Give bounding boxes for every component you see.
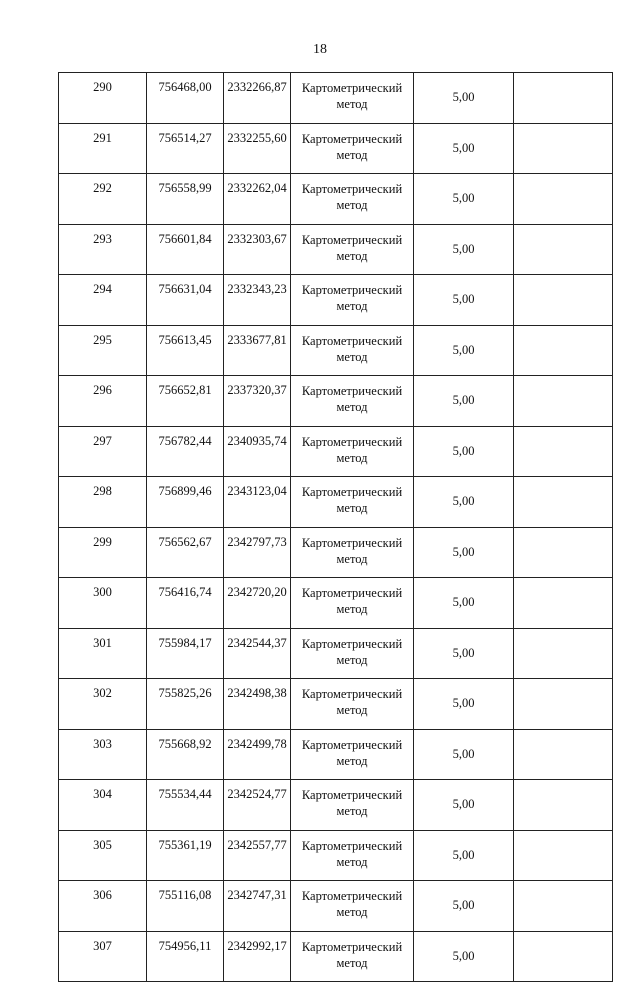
coordinate-y: 2332255,60 (224, 123, 291, 174)
coordinates-table (58, 72, 613, 982)
point-number: 301 (59, 628, 147, 679)
method-cell (291, 325, 414, 376)
accuracy-value: 5,00 (414, 325, 514, 376)
method-line1: Картометрический (301, 636, 403, 651)
coordinate-y: 2342557,77 (224, 830, 291, 881)
method-cell (291, 830, 414, 881)
point-number: 307 (59, 931, 147, 982)
coordinate-y: 2333677,81 (224, 325, 291, 376)
table-row (59, 881, 613, 932)
coordinate-x: 756631,04 (147, 275, 224, 326)
coordinate-y: 2342498,38 (224, 679, 291, 730)
coordinate-x: 756416,74 (147, 578, 224, 629)
coordinate-x: 756558,99 (147, 174, 224, 225)
method-cell (291, 426, 414, 477)
empty-cell (514, 578, 613, 629)
method-cell (291, 477, 414, 528)
method-line2: метод (336, 97, 368, 111)
table-row (59, 174, 613, 225)
coordinate-x: 755668,92 (147, 729, 224, 780)
empty-cell (514, 224, 613, 275)
method-line2: метод (336, 248, 368, 263)
table-row (59, 830, 613, 881)
accuracy-value: 5,00 (414, 830, 514, 881)
coordinate-y: 2337320,37 (224, 376, 291, 427)
accuracy-value: 5,00 (414, 527, 514, 578)
coordinate-y: 2332343,23 (224, 275, 291, 326)
method-line2: метод (336, 905, 368, 919)
coordinate-y: 2332262,04 (224, 174, 291, 225)
empty-cell (514, 477, 613, 528)
point-number: 300 (59, 578, 147, 629)
point-number: 303 (59, 729, 147, 780)
coordinate-y: 2342499,78 (224, 729, 291, 780)
method-cell (291, 174, 414, 225)
coordinate-y: 2340935,74 (224, 426, 291, 477)
accuracy-value: 5,00 (414, 780, 514, 831)
empty-cell (514, 527, 613, 578)
method-line1: Картометрический (301, 838, 403, 853)
point-number: 296 (59, 376, 147, 427)
point-number: 305 (59, 830, 147, 881)
accuracy-value: 5,00 (414, 578, 514, 629)
accuracy-value: 5,00 (414, 729, 514, 780)
coordinate-x: 756562,67 (147, 527, 224, 578)
coordinate-x: 756514,27 (147, 123, 224, 174)
coordinate-x: 756782,44 (147, 426, 224, 477)
method-line2: метод (336, 198, 368, 212)
coordinate-y: 2332266,87 (224, 73, 291, 124)
point-number: 298 (59, 477, 147, 528)
coordinate-x: 756613,45 (147, 325, 224, 376)
method-line2: метод (336, 147, 368, 162)
accuracy-value: 5,00 (414, 123, 514, 174)
point-number: 306 (59, 881, 147, 932)
method-line1: Картометрический (301, 939, 403, 954)
method-cell (291, 73, 414, 124)
method-cell (291, 123, 414, 174)
accuracy-value: 5,00 (414, 426, 514, 477)
method-line1: Картометрический (301, 535, 403, 550)
coordinate-x: 755361,19 (147, 830, 224, 881)
coordinate-x: 756468,00 (147, 73, 224, 124)
method-cell (291, 931, 414, 982)
coordinate-x: 755534,44 (147, 780, 224, 831)
coordinate-y: 2342797,73 (224, 527, 291, 578)
method-line1: Картометрический (301, 788, 403, 802)
point-number: 299 (59, 527, 147, 578)
method-line1: Картометрический (301, 333, 403, 348)
point-number: 295 (59, 325, 147, 376)
method-cell (291, 224, 414, 275)
method-line2: метод (336, 349, 368, 364)
coordinate-y: 2342992,17 (224, 931, 291, 982)
point-number: 297 (59, 426, 147, 477)
table-row (59, 275, 613, 326)
coordinate-y: 2342544,37 (224, 628, 291, 679)
point-number: 302 (59, 679, 147, 730)
method-cell (291, 578, 414, 629)
method-line2: метод (336, 703, 368, 717)
empty-cell (514, 729, 613, 780)
accuracy-value: 5,00 (414, 628, 514, 679)
method-line1: Картометрический (301, 586, 403, 600)
method-line1: Картометрический (301, 232, 403, 247)
table-row (59, 325, 613, 376)
table-row (59, 931, 613, 982)
method-line1: Картометрический (301, 283, 403, 297)
table-row (59, 780, 613, 831)
point-number: 294 (59, 275, 147, 326)
accuracy-value: 5,00 (414, 376, 514, 427)
table-row (59, 527, 613, 578)
method-cell (291, 376, 414, 427)
accuracy-value: 5,00 (414, 275, 514, 326)
point-number: 304 (59, 780, 147, 831)
accuracy-value: 5,00 (414, 174, 514, 225)
accuracy-value: 5,00 (414, 477, 514, 528)
method-cell (291, 881, 414, 932)
empty-cell (514, 679, 613, 730)
point-number: 291 (59, 123, 147, 174)
empty-cell (514, 830, 613, 881)
empty-cell (514, 123, 613, 174)
method-line1: Картометрический (301, 81, 403, 95)
table-row (59, 73, 613, 124)
point-number: 292 (59, 174, 147, 225)
method-line1: Картометрический (301, 384, 403, 398)
method-cell (291, 679, 414, 730)
accuracy-value: 5,00 (414, 224, 514, 275)
method-line2: метод (336, 955, 368, 970)
table-row (59, 477, 613, 528)
empty-cell (514, 931, 613, 982)
method-cell (291, 628, 414, 679)
method-cell (291, 527, 414, 578)
method-line2: метод (336, 854, 368, 869)
table-row (59, 578, 613, 629)
coordinates-table-body (59, 73, 613, 982)
table-row (59, 123, 613, 174)
method-line1: Картометрический (301, 485, 403, 499)
page-number: 18 (313, 42, 327, 57)
table-row (59, 224, 613, 275)
method-line2: метод (336, 501, 368, 515)
method-line1: Картометрический (301, 182, 403, 196)
empty-cell (514, 780, 613, 831)
method-line1: Картометрический (301, 434, 403, 449)
method-line1: Картометрический (301, 889, 403, 903)
coordinate-x: 756601,84 (147, 224, 224, 275)
coordinate-y: 2342720,20 (224, 578, 291, 629)
coordinate-x: 755116,08 (147, 881, 224, 932)
method-line2: метод (336, 450, 368, 465)
method-line1: Картометрический (301, 687, 403, 701)
empty-cell (514, 376, 613, 427)
method-line2: метод (336, 400, 368, 414)
empty-cell (514, 73, 613, 124)
method-cell (291, 275, 414, 326)
coordinate-y: 2343123,04 (224, 477, 291, 528)
coordinate-y: 2342747,31 (224, 881, 291, 932)
method-line2: метод (336, 602, 368, 616)
coordinate-x: 755984,17 (147, 628, 224, 679)
method-line2: метод (336, 804, 368, 818)
point-number: 293 (59, 224, 147, 275)
coordinate-y: 2332303,67 (224, 224, 291, 275)
method-cell (291, 780, 414, 831)
method-line1: Картометрический (301, 737, 403, 752)
method-line2: метод (336, 551, 368, 566)
method-cell (291, 729, 414, 780)
method-line2: метод (336, 652, 368, 667)
empty-cell (514, 881, 613, 932)
coordinate-x: 756899,46 (147, 477, 224, 528)
coordinate-x: 756652,81 (147, 376, 224, 427)
empty-cell (514, 325, 613, 376)
method-line1: Картометрический (301, 131, 403, 146)
table-row (59, 426, 613, 477)
accuracy-value: 5,00 (414, 679, 514, 730)
empty-cell (514, 628, 613, 679)
table-row (59, 376, 613, 427)
accuracy-value: 5,00 (414, 73, 514, 124)
empty-cell (514, 426, 613, 477)
table-row (59, 628, 613, 679)
coordinate-x: 755825,26 (147, 679, 224, 730)
table-row (59, 679, 613, 730)
coordinate-x: 754956,11 (147, 931, 224, 982)
empty-cell (514, 275, 613, 326)
accuracy-value: 5,00 (414, 881, 514, 932)
method-line2: метод (336, 753, 368, 768)
point-number: 290 (59, 73, 147, 124)
method-line2: метод (336, 299, 368, 313)
accuracy-value: 5,00 (414, 931, 514, 982)
empty-cell (514, 174, 613, 225)
table-row (59, 729, 613, 780)
coordinate-y: 2342524,77 (224, 780, 291, 831)
